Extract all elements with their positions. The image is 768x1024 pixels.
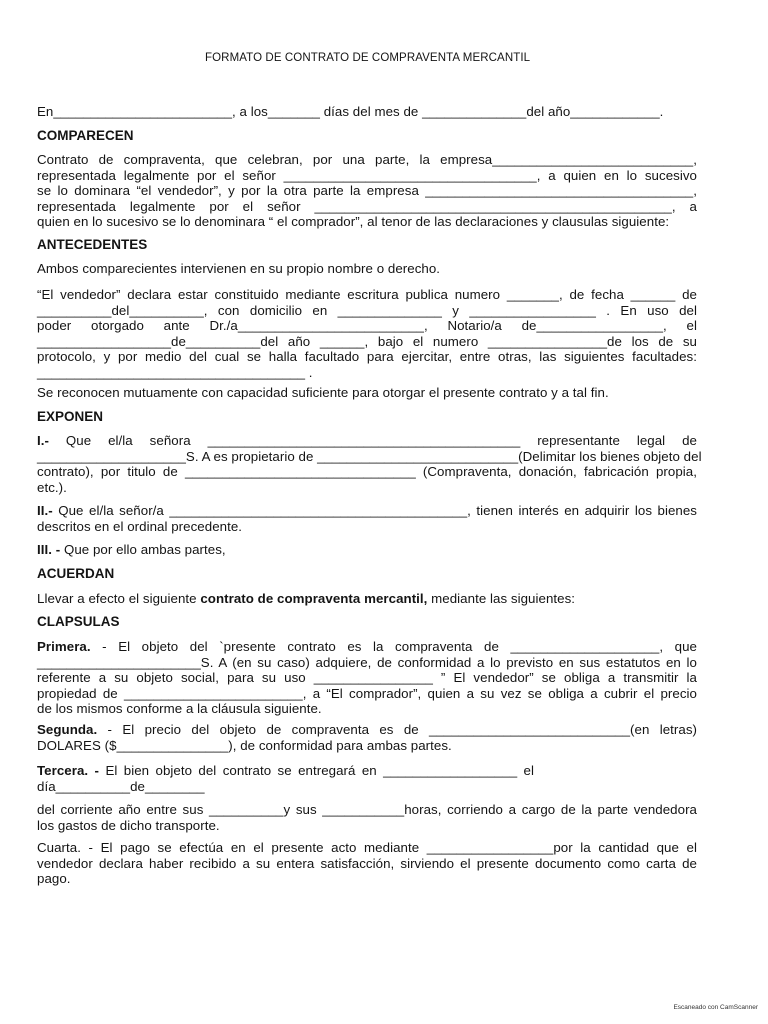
heading-antecedentes: ANTECEDENTES <box>37 237 148 252</box>
label-segunda: Segunda. <box>37 722 98 737</box>
heading-comparecen: COMPARECEN <box>37 128 134 143</box>
opening-line: En________________________, a los_______ días del mes de ______________del año____________. <box>37 104 664 119</box>
exponen-i: I.- Que el/la señora __________________________________________ representante legal de ____________________S. A es propietario de ___________________________(Delimitar los bienes objeto del contrato), por titulo de _______________________________ (Compraventa, donación, fabricación propia, etc.). <box>37 433 702 495</box>
clausula-tercera-cont: del corriente año entre sus __________y sus ___________horas, corriendo a cargo de la parte vendedora los gastos de dicho transporte. <box>37 802 697 833</box>
clausula-segunda: Segunda. - El precio del objeto de compraventa es de ___________________________(en letras) DOLARES ($_______________), de conformidad para ambas partes. <box>37 722 697 753</box>
exponen-ii: II.- Que el/la señor/a ________________________________________, tienen interés en adquirir los bienes descritos en el ordinal precedente. <box>37 503 697 534</box>
heading-exponen: EXPONEN <box>37 409 104 424</box>
label-ii: II.- <box>37 503 53 518</box>
exponen-iii: III. - Que por ello ambas partes, <box>37 542 226 557</box>
clausula-primera: Primera. - El objeto del `presente contrato es la compraventa de ____________________, que ______________________S. A (en su caso) adquiere, de conformidad a lo previsto en sus estatutos en lo referente a su objeto social, para su uso ________________ ” El vendedor” se obliga a transmitir la propiedad de ________________________, a “El comprador”, quien a su vez se obliga a cubrir el precio de los mismos conforme a la cláusula siguiente. <box>37 639 697 717</box>
antecedentes-p1: Ambos comparecientes intervienen en su propio nombre o derecho. <box>37 261 441 276</box>
label-tercera: Tercera. - <box>37 763 100 778</box>
camscanner-footer: Escaneado con CamScanner <box>673 1004 758 1011</box>
label-i: I.- <box>37 433 49 448</box>
clausula-tercera: Tercera. - El bien objeto del contrato se entregará en __________________ el día__________de________ <box>37 763 534 794</box>
document-title: FORMATO DE CONTRATO DE COMPRAVENTA MERCANTIL <box>205 52 531 64</box>
heading-acuerdan: ACUERDAN <box>37 566 115 581</box>
clausula-cuarta: Cuarta. - El pago se efectúa en el presente acto mediante _________________por la cantidad que el vendedor declara haber recibido a su entera satisfacción, sirviendo el presente documento como carta de pago. <box>37 840 697 887</box>
label-primera: Primera. <box>37 639 91 654</box>
heading-clapsulas: CLAPSULAS <box>37 614 120 629</box>
label-iii: III. - <box>37 542 61 557</box>
antecedentes-p2: “El vendedor” declara estar constituido mediante escritura publica numero _______, de fecha ______ de __________del__________, con domicilio en ______________ y _________________ . En uso del poder otorgado ante Dr./a_________________________, Notario/a de_________________, el __________________de__________del año ______, bajo el numero ________________de los de su protocolo, y por medio del cual se halla facultado para ejercitar, entre otras, las siguientes facultades: ____________________________________ . <box>37 287 697 380</box>
comparecen-paragraph: Contrato de compraventa, que celebran, por una parte, la empresa___________________________, representada legalmente por el señor __________________________________, a quien en lo sucesivo se lo dominara “el vendedor”, y por la otra parte la empresa ____________________________________, representada legalmente por el señor ________________________________________________, a quien en lo sucesivo se lo denominara “ el comprador”, al tenor de las declaraciones y clausulas siguiente: <box>37 152 697 230</box>
antecedentes-p3: Se reconocen mutuamente con capacidad suficiente para otorgar el presente contrato y a tal fin. <box>37 385 609 400</box>
acuerdan-paragraph: Llevar a efecto el siguiente contrato de compraventa mercantil, mediante las siguientes: <box>37 591 576 606</box>
